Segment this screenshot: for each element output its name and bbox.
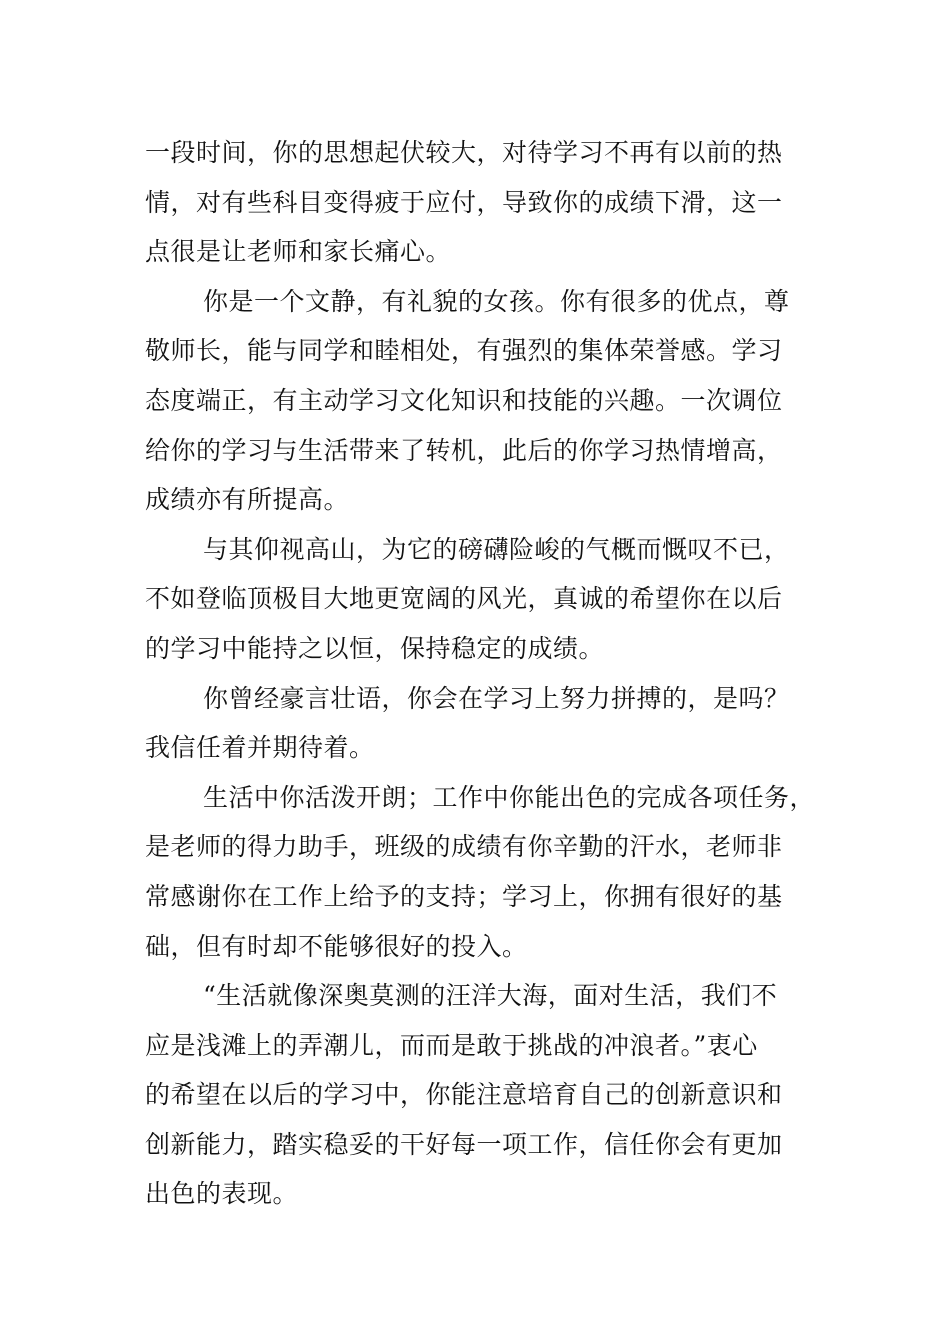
paragraph-line: 态度端正，有主动学习文化知识和技能的兴趣。一次调位 <box>145 385 783 415</box>
paragraph-line: 与其仰视高山，为它的磅礴险峻的气概而慨叹不已， <box>203 534 790 564</box>
paragraph-3 <box>145 525 835 674</box>
paragraph-line: “生活就像深奥莫测的汪洋大海，面对生活，我们不 <box>203 981 778 1011</box>
document-body <box>145 128 835 1219</box>
paragraph-line: 成绩亦有所提高。 <box>145 485 350 515</box>
paragraph-line: 础，但有时却不能够很好的投入。 <box>145 931 528 961</box>
paragraph-line: 给你的学习与生活带来了转机，此后的你学习热情增高， <box>145 435 783 465</box>
paragraph-line: 一段时间，你的思想起伏较大，对待学习不再有以前的热 <box>145 138 783 167</box>
paragraph-line: 的希望在以后的学习中，你能注意培育自己的创新意识和 <box>145 1080 783 1110</box>
paragraph-line: 不如登临顶极目大地更宽阔的风光，真诚的希望你在以后 <box>145 584 783 614</box>
paragraph-line: 的学习中能持之以恒，保持稳定的成绩。 <box>145 633 605 663</box>
paragraph-1 <box>145 128 835 277</box>
paragraph-6 <box>145 971 835 1219</box>
paragraph-2 <box>145 277 835 525</box>
paragraph-line: 点很是让老师和家长痛心。 <box>145 237 452 267</box>
paragraph-line: 我信任着并期待着。 <box>145 733 375 763</box>
paragraph-line: 你曾经豪言壮语，你会在学习上努力拼搏的，是吗？ <box>203 683 790 713</box>
paragraph-line: 应是浅滩上的弄潮儿，而而是敢于挑战的冲浪者。”衷心 <box>145 1030 758 1060</box>
paragraph-5 <box>145 773 835 971</box>
paragraph-line: 常感谢你在工作上给予的支持；学习上，你拥有很好的基 <box>145 881 783 911</box>
paragraph-line: 你是一个文静，有礼貌的女孩。你有很多的优点，尊 <box>203 286 790 316</box>
paragraph-line: 创新能力，踏实稳妥的干好每一项工作，信任你会有更加 <box>145 1129 783 1159</box>
paragraph-line: 敬师长，能与同学和睦相处，有强烈的集体荣誉感。学习 <box>145 336 783 366</box>
paragraph-line: 是老师的得力助手，班级的成绩有你辛勤的汗水，老师非 <box>145 832 783 862</box>
paragraph-4 <box>145 674 835 773</box>
paragraph-line: 生活中你活泼开朗；工作中你能出色的完成各项任务， <box>203 782 816 812</box>
paragraph-line: 情，对有些科目变得疲于应付，导致你的成绩下滑，这一 <box>145 187 783 217</box>
paragraph-line: 出色的表现。 <box>145 1179 299 1209</box>
